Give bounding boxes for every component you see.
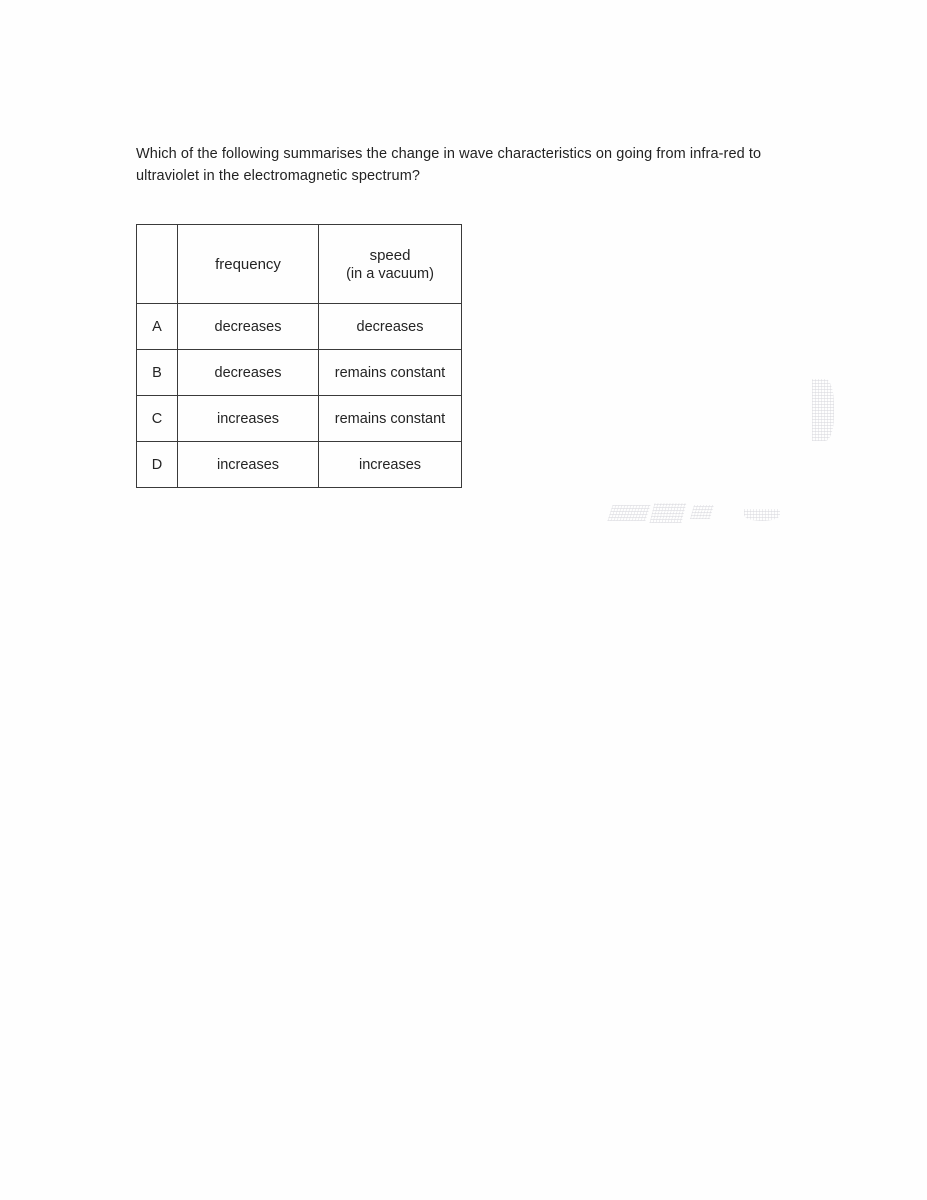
- option-c-frequency: increases: [178, 396, 319, 442]
- table-row[interactable]: [137, 442, 462, 488]
- option-letter-b: B: [137, 350, 178, 396]
- header-speed-cell: [319, 225, 462, 304]
- scan-artifact: [607, 505, 650, 521]
- header-letter-cell: [137, 225, 178, 304]
- header-speed-label: speed: [369, 246, 411, 264]
- option-letter-d: D: [137, 442, 178, 488]
- scan-artifact: [650, 503, 687, 523]
- option-letter-c: C: [137, 396, 178, 442]
- answer-options-table: [136, 224, 462, 488]
- option-b-frequency: decreases: [178, 350, 319, 396]
- option-a-frequency: decreases: [178, 304, 319, 350]
- scan-artifact: [812, 379, 834, 441]
- option-d-speed: increases: [319, 442, 462, 488]
- option-c-speed: remains constant: [319, 396, 462, 442]
- option-b-speed: remains constant: [319, 350, 462, 396]
- table-row[interactable]: [137, 396, 462, 442]
- table-row[interactable]: [137, 304, 462, 350]
- question-text: Which of the following summarises the change in wave characteristics on going from infra-red to ultraviolet in the electromagnetic spectrum?: [136, 145, 762, 184]
- table-row[interactable]: [137, 350, 462, 396]
- option-letter-a: A: [137, 304, 178, 350]
- scan-artifact: [690, 505, 714, 519]
- option-d-frequency: increases: [178, 442, 319, 488]
- table-header-row: [137, 225, 462, 304]
- header-frequency-cell: frequency: [178, 225, 319, 304]
- header-speed-sublabel: (in a vacuum): [346, 265, 434, 282]
- scan-artifact: [744, 509, 780, 521]
- option-a-speed: decreases: [319, 304, 462, 350]
